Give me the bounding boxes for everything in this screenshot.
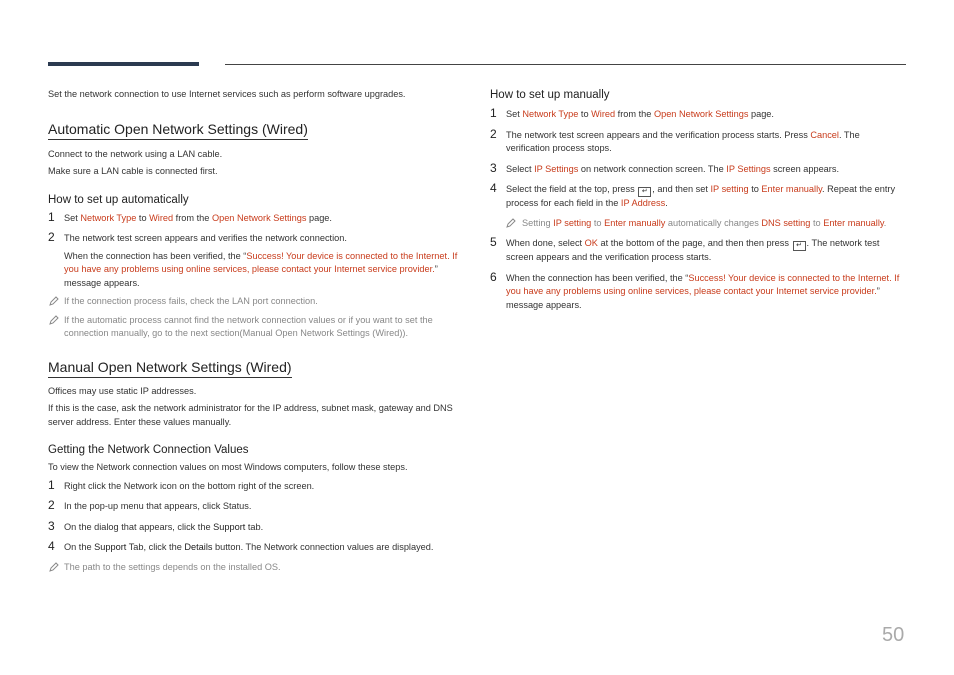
menu-cancel: Cancel	[810, 129, 839, 140]
intro-text: Set the network connection to use Internet services such as perform software upgrades.	[48, 89, 406, 99]
header-rule	[225, 64, 906, 65]
right-step-3: 3 Select IP Settings on network connection screen. The IP Settings screen appears.	[490, 160, 839, 175]
step-number: 2	[490, 126, 497, 141]
step-number: 4	[48, 539, 55, 553]
pencil-icon	[49, 562, 59, 572]
right-column	[490, 88, 906, 312]
menu-ok: OK	[584, 238, 598, 248]
step-number: 1	[48, 477, 55, 492]
manual-step-1: 1 Right click the Network icon on the bottom right of the screen.	[48, 477, 315, 492]
manual-step-2: 2 In the pop-up menu that appears, click Status.	[48, 498, 252, 512]
auto-p2: Make sure a LAN cable is connected first.	[48, 166, 218, 176]
right-step-2: 2 The network test screen appears and the verification process starts. Press Cancel. The verification process stops.	[490, 126, 860, 153]
manual-p1: Offices may use static IP addresses.	[48, 385, 197, 396]
auto-p1: Connect to the network using a LAN cable.	[48, 148, 223, 159]
auto-heading: Automatic Open Network Settings (Wired)	[48, 120, 308, 140]
page-number: 50	[882, 624, 905, 646]
right-step-6: 6 When the connection has been verified, the “Success! Your device is connected to the Internet. If you have any problems using online services, please contact your Internet service provider.” message appears.	[490, 269, 900, 310]
manual-p2: If this is the case, ask the network administrator for the IP address, subnet mask, gateway and DNS server address. Enter these values manually.	[48, 403, 453, 427]
menu-open-network-settings: Open Network Settings	[211, 212, 307, 223]
left-column	[48, 88, 468, 574]
pencil-icon	[506, 218, 516, 228]
pencil-icon	[49, 315, 59, 325]
right-step-4: 4 Select the field at the top, press ↵ , and then set IP setting to Enter manually. Repeat the entry process for each field in the IP Address.	[490, 181, 896, 208]
pencil-icon	[49, 296, 59, 306]
success-message: Success! Your device is connected to the Internet. If you have any problems using online services, please contact your Internet service provider.	[506, 272, 900, 296]
step-number: 1	[490, 106, 497, 120]
right-note: Setting IP setting to Enter manually automatically changes DNS setting to Enter manually.	[490, 217, 906, 231]
menu-wired: Wired	[149, 212, 174, 223]
header-accent-bar	[48, 62, 199, 66]
manual-heading: Manual Open Network Settings (Wired)	[48, 358, 292, 378]
manual-step-4: 4 On the Support Tab, click the Details button. The Network connection values are displayed.	[48, 539, 434, 553]
manual-note: The path to the settings depends on the installed OS.	[48, 561, 468, 575]
manual-step-3: 3 On the dialog that appears, click the Support tab.	[48, 518, 264, 533]
right-subheading: How to set up manually	[490, 89, 610, 101]
step-number: 5	[490, 235, 497, 249]
success-message: Success! Your device is connected to the Internet. If you have any problems using online services, please contact your Internet service provider.	[64, 250, 458, 274]
manual-p3: To view the Network connection values on most Windows computers, follow these steps.	[48, 462, 408, 472]
manual-subheading: Getting the Network Connection Values	[48, 444, 249, 456]
menu-network-type: Network Type	[80, 212, 137, 223]
auto-subheading: How to set up automatically	[48, 193, 189, 206]
auto-note-1: If the connection process fails, check the LAN port connection.	[48, 295, 468, 309]
step-number: 2	[48, 498, 55, 512]
enter-key-icon: ↵	[793, 241, 806, 251]
auto-note-2: If the automatic process cannot find the network connection values or if you want to set the connection manually, go to the next section(Manual Open Network Settings (Wired)).	[48, 314, 468, 341]
step-number: 2	[48, 230, 55, 244]
step-number: 4	[490, 181, 497, 195]
step-number: 6	[490, 269, 497, 284]
step-number: 1	[48, 209, 55, 224]
right-step-1: 1 Set Network Type to Wired from the Open Network Settings page.	[490, 106, 774, 120]
right-step-5: 5 When done, select OK at the bottom of the page, and then then press ↵ . The network test screen appears and the verification process starts.	[490, 235, 880, 262]
auto-step-2: 2 The network test screen appears and verifies the network connection. When the connection has been verified, the “Success! Your device is connected to the Internet. If you have any problems using online services, please contact your Internet service provider.” message appears.	[48, 230, 458, 288]
step-number: 3	[490, 160, 497, 175]
step-number: 3	[48, 518, 55, 533]
enter-key-icon: ↵	[638, 187, 651, 197]
auto-step-1: 1 Set Network Type to Wired from the Open Network Settings page.	[48, 209, 332, 224]
